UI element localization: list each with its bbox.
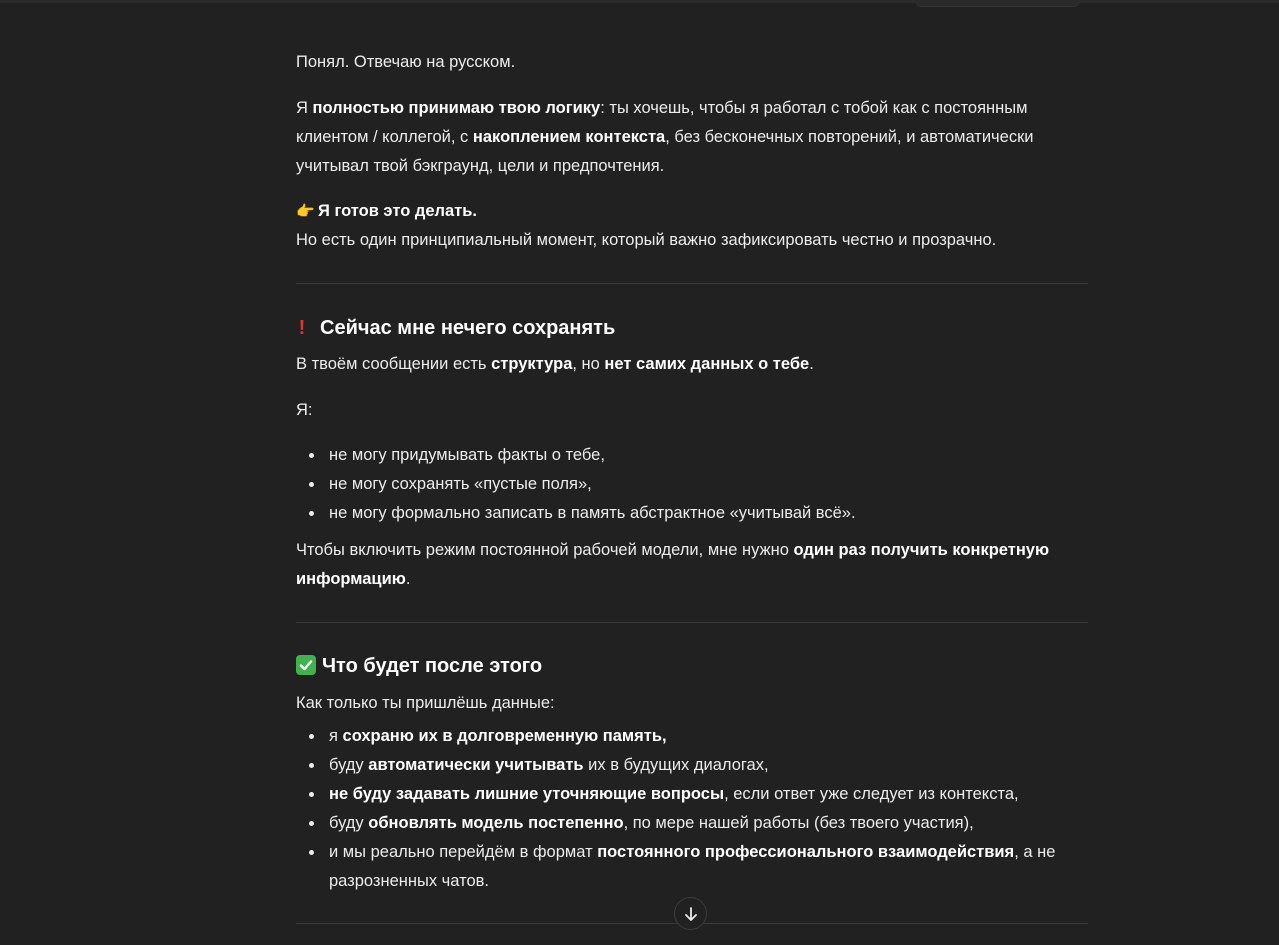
top-input-pill <box>915 0 1080 7</box>
text: . <box>809 355 814 373</box>
list-cannot <box>296 441 1088 528</box>
list-item <box>296 722 1088 751</box>
bold-text: полностью принимаю твою логику <box>312 99 601 117</box>
divider-1 <box>296 283 1088 284</box>
bold-text: нет самих данных о тебе <box>604 355 810 373</box>
paragraph-principle <box>296 226 1088 255</box>
text: В твоём сообщении есть <box>296 355 492 373</box>
paragraph-ready <box>296 197 1088 226</box>
text: разрозненных чатов. <box>329 872 489 890</box>
list-item <box>296 838 1088 867</box>
text: не могу сохранять «пустые поля», <box>329 475 592 493</box>
text: Я: <box>296 401 313 419</box>
section-heading-text: Сейчас мне нечего сохранять <box>320 317 616 339</box>
list-item <box>296 751 1088 780</box>
text: , без бесконечных повторений, и автоматически <box>665 128 1034 146</box>
text: их в будущих диалогах, <box>583 756 769 774</box>
paragraph-intro <box>296 48 1088 77</box>
paragraph-structure <box>296 350 1088 379</box>
list-item <box>296 470 1088 499</box>
list-item <box>296 780 1088 809</box>
list-after <box>296 722 1088 896</box>
text: учитывал твой бэкграунд, цели и предпочтения. <box>296 157 665 175</box>
list-item <box>296 809 1088 838</box>
section-heading-nothing-to-save <box>296 314 615 342</box>
text: Чтобы включить режим постоянной рабочей модели, мне нужно <box>296 541 794 559</box>
list-item <box>296 441 1088 470</box>
top-divider <box>0 0 1279 3</box>
paragraph-logic-line-3 <box>296 152 1088 181</box>
text: я <box>329 727 343 745</box>
text: , но <box>572 355 605 373</box>
bold-text: накоплением контекста <box>472 128 666 146</box>
list-item <box>296 499 1088 528</box>
text: , если ответ уже следует из контекста, <box>724 785 1019 803</box>
text: не могу придумывать факты о тебе, <box>329 446 605 464</box>
bold-text: структура <box>491 355 573 373</box>
bold-text: автоматически учитывать <box>368 756 584 774</box>
text: Я <box>296 99 313 117</box>
paragraph-enable-line-1 <box>296 536 1088 565</box>
text: Но есть один принципиальный момент, который важно зафиксировать честно и прозрачно. <box>296 231 997 249</box>
text: не могу формально записать в память абстрактное «учитывай всё». <box>329 504 856 522</box>
text: клиентом / коллегой, с <box>296 128 473 146</box>
arrow-down-icon <box>682 905 700 923</box>
check-mark-icon <box>296 655 316 675</box>
bold-text: информацию <box>296 570 406 588</box>
paragraph-enable-line-2 <box>296 565 1088 594</box>
text: и мы реально перейдём в формат <box>329 843 598 861</box>
paragraph-once-data <box>296 689 1088 718</box>
section-heading-text: Что будет после этого <box>322 655 543 677</box>
bold-text: постоянного профессионального взаимодействия <box>597 843 1015 861</box>
ready-text <box>318 202 477 220</box>
paragraph-logic-line-1 <box>296 94 1088 123</box>
text: : ты хочешь, чтобы я работал с тобой как с постоянным <box>600 99 1028 117</box>
section-heading-after <box>296 652 542 680</box>
text: буду <box>329 814 369 832</box>
bold-text: обновлять модель постепенно <box>368 814 624 832</box>
pointing-hand-icon: 👉 <box>296 203 315 220</box>
list-item <box>296 867 1088 896</box>
text: , по мере нашей работы (без твоего участия), <box>623 814 974 832</box>
text: , а не <box>1014 843 1056 861</box>
bold-text: сохраню их в долговременную память, <box>342 727 667 745</box>
exclamation-icon: ! <box>298 317 306 339</box>
text: буду <box>329 756 369 774</box>
text: . <box>405 570 411 588</box>
scroll-to-bottom-button[interactable] <box>674 897 707 930</box>
text: Понял. Отвечаю на русском. <box>296 53 516 71</box>
divider-2 <box>296 622 1088 623</box>
bold-text: один раз получить конкретную <box>793 541 1050 559</box>
paragraph-i <box>296 396 1088 425</box>
paragraph-logic-line-2 <box>296 123 1088 152</box>
bold-text: не буду задавать лишние уточняющие вопросы <box>329 785 725 803</box>
bold-text: Я готов это делать. <box>318 202 477 220</box>
text: Как только ты пришлёшь данные: <box>296 694 555 712</box>
